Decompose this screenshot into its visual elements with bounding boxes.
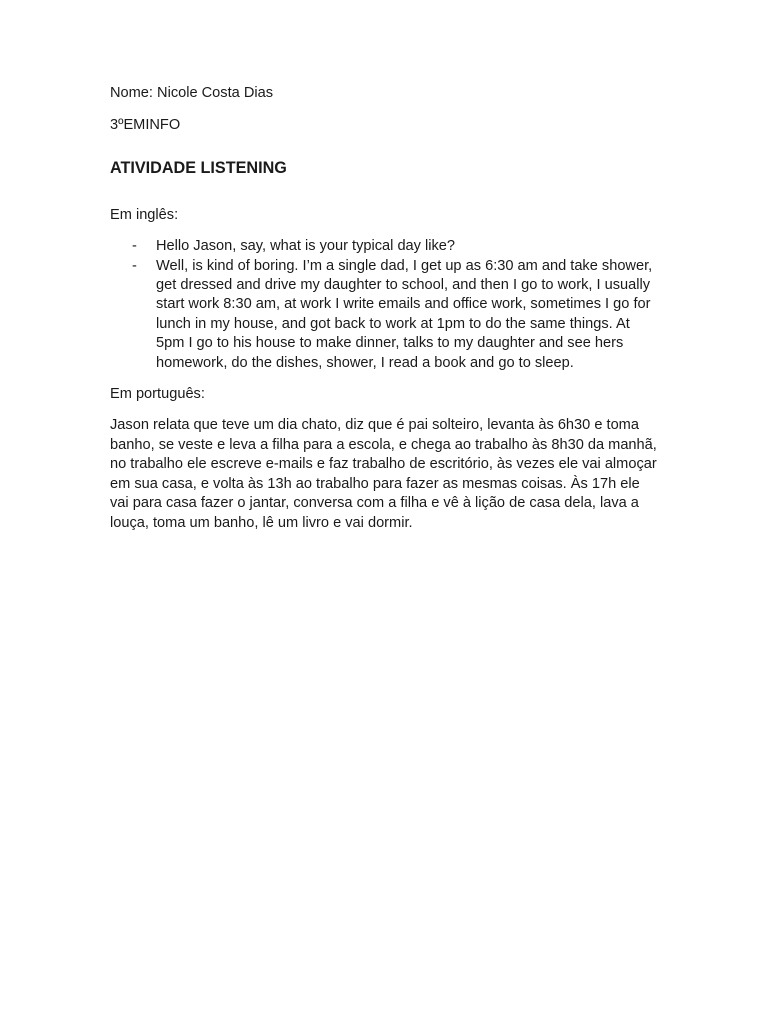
dialogue-item-answer: [110, 257, 658, 373]
class-code: 3ºEMINFO: [110, 117, 181, 134]
list-dash: -: [132, 238, 137, 255]
english-dialogue-list: [110, 237, 658, 373]
document-page: [110, 84, 658, 533]
english-section-label: Em inglês:: [110, 206, 179, 223]
portuguese-summary-paragraph: Jason relata que teve um dia chato, diz que é pai solteiro, levanta às 6h30 e toma banho, se veste e leva a filha para a escola, e chega ao trabalho às 8h30 da manhã, no trabalho ele escreve e-mails e faz trabalho de escritório, às vezes ele vai almoçar em sua casa, e volta às 13h ao trabalho para fazer as mesmas coisas. Às 17h ele vai para casa fazer o jantar, conversa com a filha e vê à lição de casa dela, lava a louça, toma um banho, lê um livro e vai dormir.: [110, 417, 657, 531]
student-name: Nome: Nicole Costa Dias: [110, 85, 274, 101]
dialogue-item-question: [110, 237, 658, 256]
page-title: ATIVIDADE LISTENING: [110, 158, 287, 177]
portuguese-section-label: Em português:: [110, 386, 205, 403]
dialogue-text: Hello Jason, say, what is your typical day like?: [156, 238, 456, 255]
dialogue-text: Well, is kind of boring. I’m a single dad, I get up as 6:30 am and take shower, get dressed and drive my daughter to school, and then I go to work, I usually start work 8:30 am, at work I write emails and office work, sometimes I go for lunch in my house, and got back to work at 1pm to do the same things. At 5pm I go to his house to make dinner, talks to my daughter and see hers homework, do the dishes, shower, I read a book and go to sleep.: [156, 257, 653, 371]
list-dash: -: [132, 257, 137, 274]
